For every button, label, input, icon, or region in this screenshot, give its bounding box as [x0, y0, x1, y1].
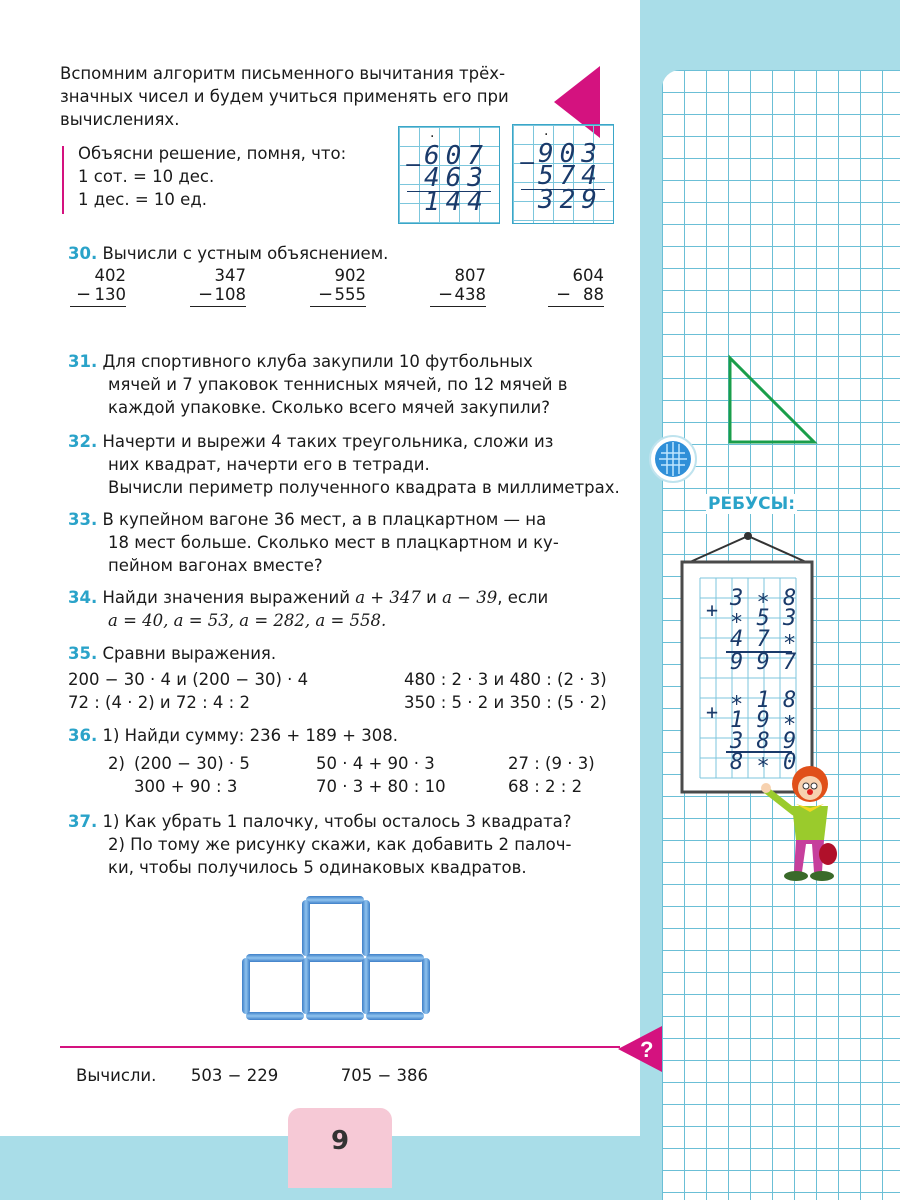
- result-line: [310, 306, 366, 307]
- task-number: 37.: [68, 812, 98, 831]
- task-30-heading: [68, 242, 388, 265]
- explain-line-1: Объясни решение, помня, что:: [78, 144, 347, 163]
- bottom-exercise: [76, 1064, 428, 1087]
- matchstick: [366, 954, 424, 962]
- task-33: [68, 508, 628, 577]
- rebus-row: 8 ∗ 0: [730, 750, 797, 775]
- minuend: 604: [572, 266, 604, 285]
- task-36-col-a: [134, 752, 250, 798]
- task-line: мячей и 7 упаковок теннисных мячей, по 12 мячей в: [108, 375, 568, 394]
- task-36-col-b: [316, 752, 446, 798]
- task-number: 33.: [68, 510, 98, 529]
- rebus-row: 3 8 9: [730, 729, 797, 754]
- task-number: 35.: [68, 644, 98, 663]
- globe-icon: [648, 434, 698, 484]
- task-36-heading: [68, 724, 398, 747]
- minuend: 902: [334, 266, 366, 285]
- explain-bar: [62, 146, 64, 214]
- conjunction: и: [420, 588, 443, 607]
- task-number: 30.: [68, 244, 98, 263]
- expression: 705 − 386: [340, 1066, 429, 1085]
- intro-line-3: вычислениях.: [60, 110, 180, 129]
- rebus-row: ∗ 1 8: [730, 688, 797, 713]
- plus-sign: +: [706, 598, 719, 622]
- result-line: [70, 306, 126, 307]
- expression: (200 − 30) · 5: [134, 754, 250, 773]
- task-36-col-c: [508, 752, 595, 798]
- subtrahend: 108: [214, 285, 246, 304]
- matchstick: [302, 900, 310, 956]
- expression: a − 39: [442, 588, 498, 607]
- matchstick: [306, 896, 364, 904]
- example-2-bottom: 574: [538, 161, 603, 191]
- task-35-right: [404, 668, 607, 714]
- task-text: Вычисли с устным объяснением.: [102, 244, 389, 263]
- task-line: В купейном вагоне 36 мест, а в плацкартном — на: [102, 510, 547, 529]
- task-line: 18 мест больше. Сколько мест в плацкартном и ку-: [108, 533, 559, 552]
- task-line: Найди значения выражений: [102, 588, 356, 607]
- column-subtraction: [430, 266, 486, 307]
- task-number: 34.: [68, 588, 98, 607]
- example-2-minus: −: [518, 151, 537, 176]
- comparison: 200 − 30 · 4 и (200 − 30) · 4: [68, 670, 309, 689]
- task-31: [68, 350, 628, 419]
- minus-sign: −: [198, 284, 214, 305]
- example-2-dot: ·: [544, 127, 549, 143]
- question-marker-icon: [616, 1024, 664, 1074]
- expression: 68 : 2 : 2: [508, 777, 583, 796]
- expression: 503 − 229: [190, 1066, 279, 1085]
- expression: 300 + 90 : 3: [134, 777, 238, 796]
- task-line: , если: [497, 588, 549, 607]
- task-36-part-2-label: 2): [108, 754, 125, 773]
- task-32: [68, 430, 628, 499]
- rebus-row: 4 7 ∗: [730, 627, 797, 652]
- example-1-result: 144: [424, 187, 489, 217]
- expression: 70 · 3 + 80 : 10: [316, 777, 446, 796]
- explain-line-3: 1 дес. = 10 ед.: [78, 190, 207, 209]
- rebus-title: РЕБУСЫ:: [708, 494, 796, 514]
- task-34: [68, 586, 628, 632]
- example-1-dot: ·: [430, 129, 435, 145]
- subtrahend: 88: [583, 285, 604, 304]
- task-line: 2) По тому же рисунку скажи, как добавить 2 палоч-: [108, 835, 572, 854]
- minuend: 402: [94, 266, 126, 285]
- matchstick: [362, 900, 370, 956]
- matchstick: [246, 954, 304, 962]
- explain-text: [78, 142, 398, 211]
- task-line: 1) Найди сумму: 236 + 189 + 308.: [102, 726, 398, 745]
- task-line: ки, чтобы получилось 5 одинаковых квадратов.: [108, 858, 527, 877]
- task-number: 36.: [68, 726, 98, 745]
- question-mark: ?: [640, 1037, 654, 1062]
- rebus-row: 1 9 ∗: [730, 708, 797, 733]
- example-grid-1: [398, 126, 500, 224]
- example-1-minus: −: [404, 153, 423, 178]
- matchstick: [366, 1012, 424, 1020]
- column-subtraction: [70, 266, 126, 307]
- task-line: Начерти и вырежи 4 таких треугольника, сложи из: [102, 432, 554, 451]
- matchstick: [362, 958, 370, 1014]
- task-35-heading: [68, 642, 276, 665]
- minuend: 347: [214, 266, 246, 285]
- rebus-row: 9 9 7: [730, 650, 797, 675]
- result-line: [430, 306, 486, 307]
- bottom-divider: [60, 1046, 620, 1048]
- matchstick: [302, 958, 310, 1014]
- task-35-left: [68, 668, 308, 714]
- matchstick: [422, 958, 430, 1014]
- task-line: пейном вагонах вместе?: [108, 556, 323, 575]
- task-line: каждой упаковке. Сколько всего мячей закупили?: [108, 398, 550, 417]
- result-line: [548, 306, 604, 307]
- task-number: 32.: [68, 432, 98, 451]
- example-1-top: 607: [424, 141, 489, 171]
- result-line: [190, 306, 246, 307]
- minus-sign: −: [556, 284, 572, 305]
- task-number: 31.: [68, 352, 98, 371]
- matchstick: [306, 1012, 364, 1020]
- green-triangle: [724, 354, 820, 446]
- task-text: Сравни выражения.: [102, 644, 277, 663]
- subtrahend: 438: [454, 285, 486, 304]
- task-line: Для спортивного клуба закупили 10 футбольных: [102, 352, 533, 371]
- subtrahend: 555: [334, 285, 366, 304]
- minus-sign: −: [438, 284, 454, 305]
- clown-illustration: [756, 762, 846, 886]
- column-subtraction: [548, 266, 604, 307]
- task-line: Вычисли периметр полученного квадрата в миллиметрах.: [108, 478, 620, 497]
- expression: a + 347: [355, 588, 421, 607]
- comparison: 350 : 5 · 2 и 350 : (5 · 2): [404, 693, 607, 712]
- matchstick: [242, 958, 250, 1014]
- matchstick: [306, 954, 364, 962]
- explain-line-2: 1 сот. = 10 дес.: [78, 167, 215, 186]
- comparison: 72 : (4 · 2) и 72 : 4 : 2: [68, 693, 250, 712]
- example-2-top: 903: [538, 139, 603, 169]
- intro-line-1: Вспомним алгоритм письменного вычитания трёх-: [60, 64, 506, 83]
- expression: 27 : (9 · 3): [508, 754, 595, 773]
- rebus-row: 3 ∗ 8: [730, 586, 797, 611]
- example-2-result: 329: [538, 185, 603, 215]
- rebus-row: ∗ 5 3: [730, 606, 797, 631]
- example-grid-2: [512, 124, 614, 224]
- matchstick: [246, 1012, 304, 1020]
- subtrahend: 130: [94, 285, 126, 304]
- expression: 50 · 4 + 90 · 3: [316, 754, 435, 773]
- example-1-bottom: 463: [424, 163, 489, 193]
- comparison: 480 : 2 · 3 и 480 : (2 · 3): [404, 670, 607, 689]
- task-line: 1) Как убрать 1 палочку, чтобы осталось 3 квадрата?: [102, 812, 572, 831]
- task-line: a = 40, a = 53, a = 282, a = 558.: [108, 611, 387, 630]
- minus-sign: −: [318, 284, 334, 305]
- column-subtraction: [190, 266, 246, 307]
- task-37: [68, 810, 628, 879]
- minus-sign: −: [76, 284, 92, 305]
- plus-sign: +: [706, 700, 719, 724]
- task-line: них квадрат, начерти его в тетради.: [108, 455, 430, 474]
- minuend: 807: [454, 266, 486, 285]
- page-number: 9: [288, 1108, 392, 1188]
- intro-text: [60, 62, 550, 131]
- bottom-label: Вычисли.: [76, 1066, 157, 1085]
- column-subtraction: [310, 266, 366, 307]
- intro-line-2: значных чисел и будем учиться применять его при: [60, 87, 509, 106]
